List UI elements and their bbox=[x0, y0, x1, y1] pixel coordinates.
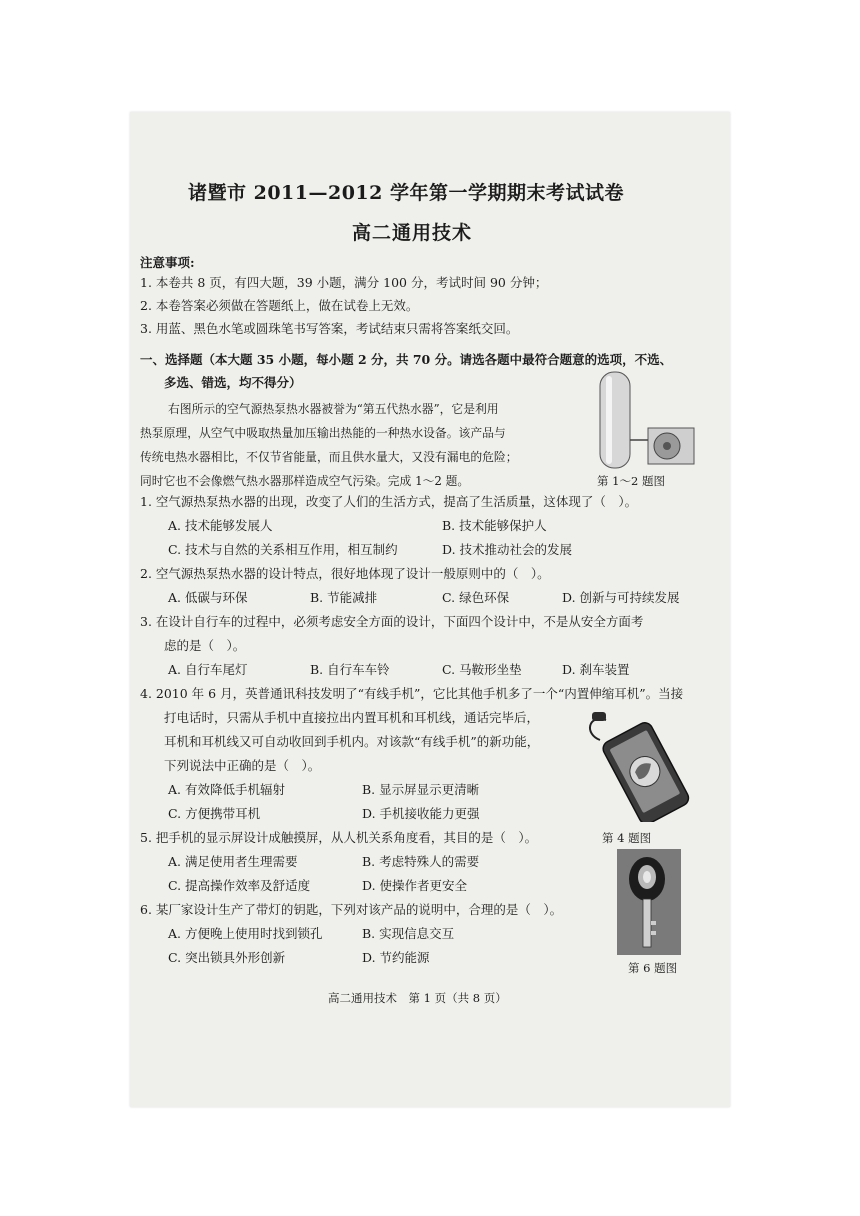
question-4-option-a: A. 有效降低手机辐射 bbox=[168, 782, 285, 797]
question-3-option-b: B. 自行车车铃 bbox=[310, 662, 390, 677]
section-heading: 一、选择题（本大题 35 小题，每小题 2 分，共 70 分。请选各题中最符合题意的选项，不选、 bbox=[140, 352, 673, 367]
wired-phone-image bbox=[578, 710, 698, 822]
question-3-stem: 3. 在设计自行车的过程中，必须考虑安全方面的设计，下面四个设计中，不是从安全方面考 bbox=[140, 614, 644, 629]
note-item: 3. 用蓝、黑色水笔或圆珠笔书写答案，考试结束只需将答案纸交回。 bbox=[140, 321, 519, 336]
note-item: 2. 本卷答案必须做在答题纸上，做在试卷上无效。 bbox=[140, 298, 419, 313]
question-2-option-a: A. 低碳与环保 bbox=[168, 590, 248, 605]
section-heading-cont: 多选、错选，均不得分） bbox=[164, 375, 302, 390]
passage-line: 传统电热水器相比，不仅节省能量，而且供水量大，又没有漏电的危险； bbox=[140, 450, 518, 464]
question-4-option-d: D. 手机接收能力更强 bbox=[362, 806, 480, 821]
passage-line: 热泵原理，从空气中吸取热量加压输出热能的一种热水设备。该产品与 bbox=[140, 426, 506, 440]
question-5-option-a: A. 满足使用者生理需要 bbox=[168, 854, 298, 869]
question-3-option-c: C. 马鞍形坐垫 bbox=[442, 662, 522, 677]
question-4-stem: 4. 2010 年 6 月，英普通讯科技发明了“有线手机”，它比其他手机多了一个“内置伸缩耳机”。当接 bbox=[140, 686, 684, 701]
passage-line: 同时它也不会像燃气热水器那样造成空气污染。完成 1～2 题。 bbox=[140, 474, 470, 488]
notes-heading: 注意事项: bbox=[140, 255, 195, 270]
question-4-stem-cont: 打电话时，只需从手机中直接拉出内置耳机和耳机线，通话完毕后， bbox=[164, 710, 540, 725]
question-1-option-d: D. 技术推动社会的发展 bbox=[442, 542, 573, 557]
question-1-stem: 1. 空气源热泵热水器的出现，改变了人们的生活方式，提高了生活质量，这体现了（ ）。 bbox=[140, 494, 638, 509]
note-item: 1. 本卷共 8 页，有四大题，39 小题，满分 100 分，考试时间 90 分钟； bbox=[140, 275, 548, 290]
question-6-option-a: A. 方便晚上使用时找到锁孔 bbox=[168, 926, 323, 941]
question-3-option-a: A. 自行车尾灯 bbox=[168, 662, 248, 677]
question-6-option-b: B. 实现信息交互 bbox=[362, 926, 455, 941]
question-6-stem: 6. 某厂家设计生产了带灯的钥匙，下列对该产品的说明中，合理的是（ ）。 bbox=[140, 902, 563, 917]
figure-caption: 第 1～2 题图 bbox=[597, 474, 665, 488]
question-1-option-b: B. 技术能够保护人 bbox=[442, 518, 547, 533]
figure-caption: 第 4 题图 bbox=[602, 831, 652, 845]
question-2-option-b: B. 节能减排 bbox=[310, 590, 378, 605]
question-5-option-b: B. 考虑特殊人的需要 bbox=[362, 854, 480, 869]
lighted-key-image bbox=[617, 849, 681, 955]
question-2-option-d: D. 创新与可持续发展 bbox=[562, 590, 680, 605]
page-footer: 高二通用技术 第 1 页（共 8 页） bbox=[328, 991, 507, 1005]
question-4-stem-cont: 耳机和耳机线又可自动收回到手机内。对该款“有线手机”的新功能， bbox=[164, 734, 540, 749]
question-4-stem-cont: 下列说法中正确的是（ ）。 bbox=[164, 758, 321, 773]
passage-line: 右图所示的空气源热泵热水器被誉为“第五代热水器”，它是利用 bbox=[168, 402, 499, 416]
question-2-option-c: C. 绿色环保 bbox=[442, 590, 510, 605]
question-3-stem-cont: 虑的是（ ）。 bbox=[164, 638, 246, 653]
question-5-option-d: D. 使操作者更安全 bbox=[362, 878, 468, 893]
question-5-stem: 5. 把手机的显示屏设计成触摸屏，从人机关系角度看，其目的是（ ）。 bbox=[140, 830, 538, 845]
exam-page bbox=[130, 112, 730, 1107]
question-4-option-b: B. 显示屏显示更清晰 bbox=[362, 782, 480, 797]
question-5-option-c: C. 提高操作效率及舒适度 bbox=[168, 878, 311, 893]
question-1-option-a: A. 技术能够发展人 bbox=[168, 518, 273, 533]
figure-caption: 第 6 题图 bbox=[628, 961, 678, 975]
question-2-stem: 2. 空气源热泵热水器的设计特点，很好地体现了设计一般原则中的（ ）。 bbox=[140, 566, 550, 581]
exam-title: 诸暨市 2011—2012 学年第一学期期末考试试卷 bbox=[188, 182, 624, 204]
question-6-option-d: D. 节约能源 bbox=[362, 950, 430, 965]
question-3-option-d: D. 刹车装置 bbox=[562, 662, 630, 677]
question-6-option-c: C. 突出锁具外形创新 bbox=[168, 950, 286, 965]
heat-pump-water-heater-image bbox=[590, 370, 710, 470]
question-1-option-c: C. 技术与自然的关系相互作用，相互制约 bbox=[168, 542, 398, 557]
question-4-option-c: C. 方便携带耳机 bbox=[168, 806, 261, 821]
exam-subtitle: 高二通用技术 bbox=[352, 222, 473, 244]
